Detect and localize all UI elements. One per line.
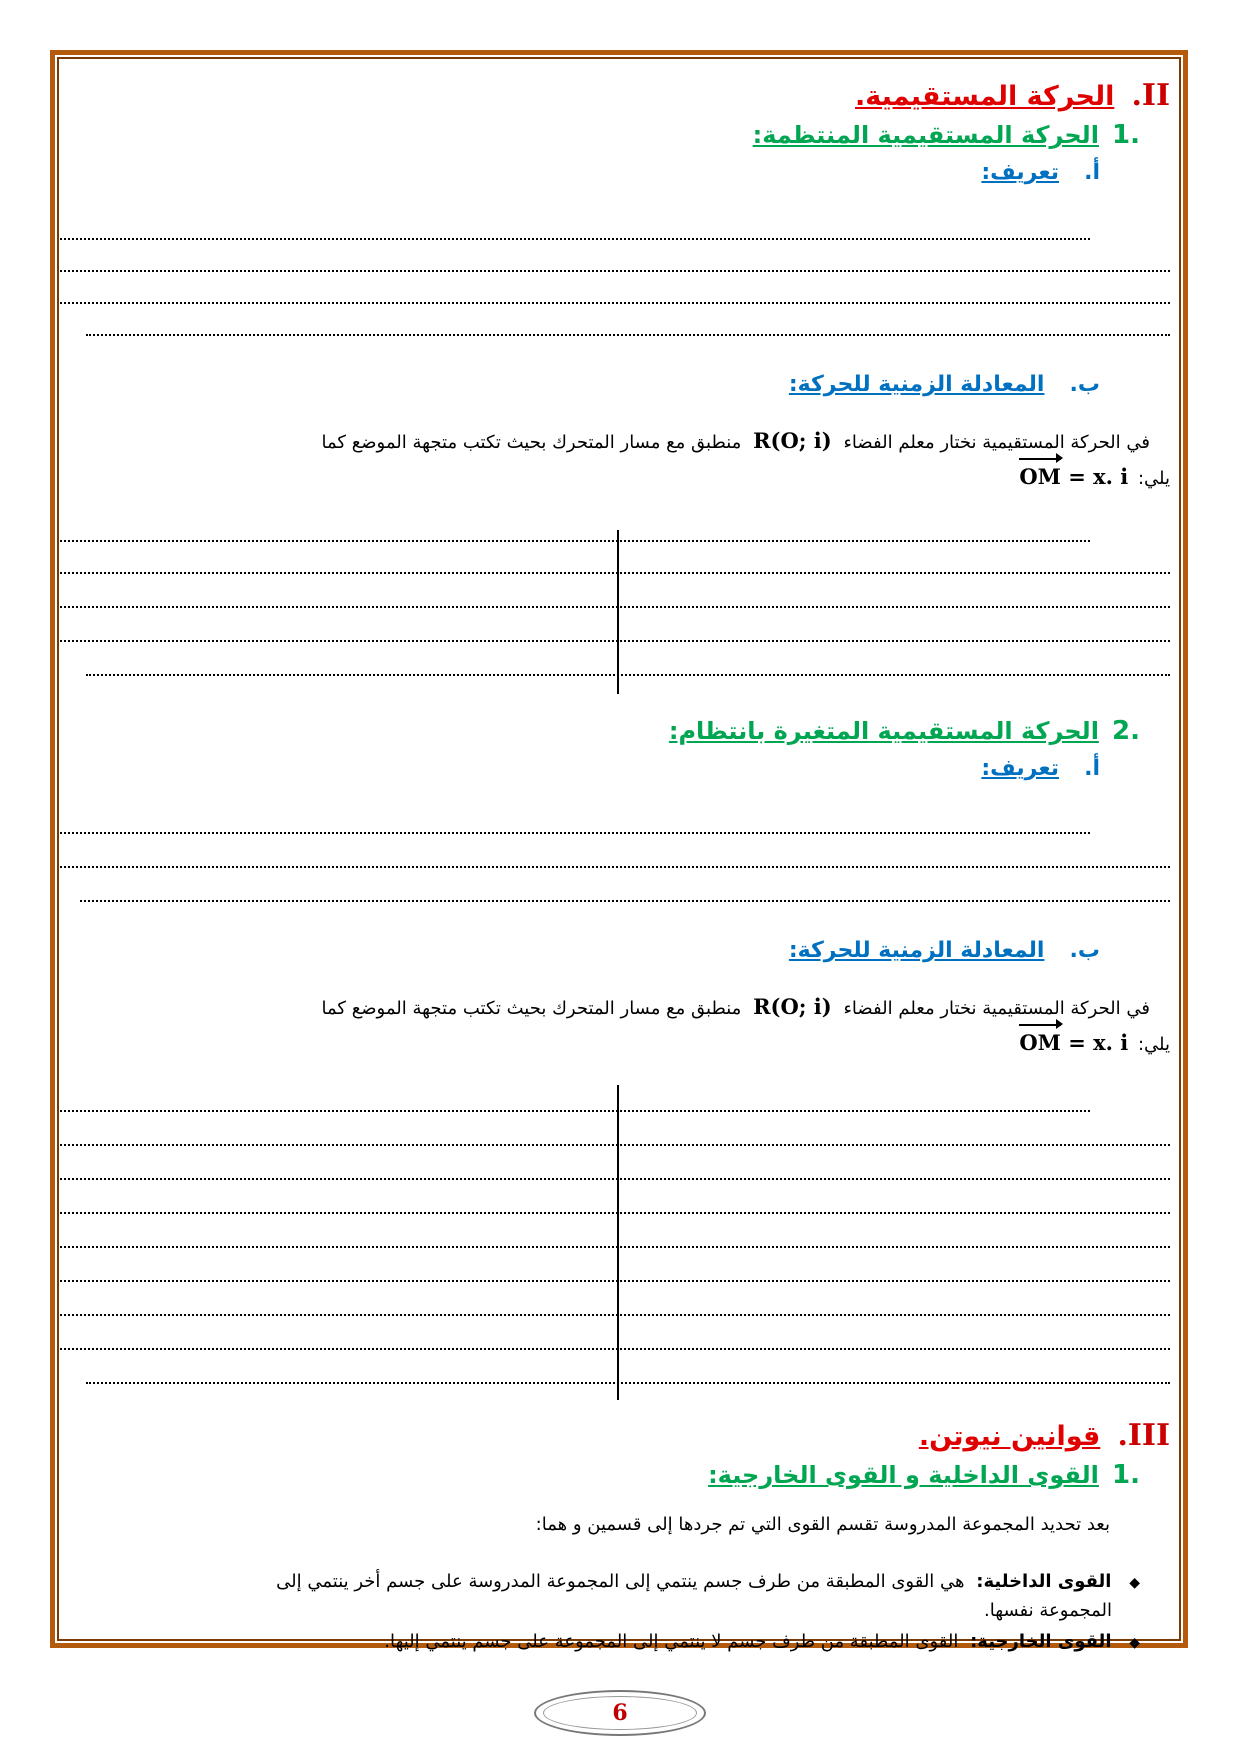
equation-2-title: المعادلة الزمنية للحركة: [788,938,1045,963]
answer-line [60,270,1170,272]
paragraph-text: منطبق مع مسار المتحرك بحيث تكتب متجهة الموضع كما [321,432,742,453]
column-divider [617,530,619,694]
definition-2-heading [700,756,1100,781]
answer-line [60,1110,1090,1112]
answer-line [60,1246,1170,1248]
equation-2-paragraph [90,990,1170,1062]
equation-1-heading [600,372,1100,397]
paragraph-text: يلي: [1137,468,1170,489]
vector-om: OM [1019,460,1061,494]
subsection-2-2-number: .2 [1112,716,1140,746]
subsection-3-1-number: .1 [1112,1460,1140,1490]
column-divider [617,1085,619,1400]
external-forces-text: القوى المطبقة من طرف جسم لا ينتمي إلى المجموعة على جسم ينتمي إليها. [384,1631,959,1652]
answer-line [60,238,1090,240]
subsection-2-1-title: الحركة المستقيمية المنتظمة: [752,121,1099,149]
equation-2-heading [600,938,1100,963]
position-vector-equation [1019,464,1128,489]
subsection-2-2-heading [440,716,1140,746]
subsection-3-1-heading [440,1460,1140,1490]
position-vector-equation [1019,1030,1128,1055]
answer-line [60,302,1170,304]
internal-forces-text: هي القوى المطبقة من طرف جسم ينتمي إلى المجموعة المدروسة على جسم أخر ينتمي إلى [276,1571,965,1592]
equation-1-paragraph [90,424,1170,496]
answer-line [60,832,1090,834]
equation-rhs: = x. i [1068,464,1129,489]
answer-line [60,1314,1170,1316]
frame-notation: R(O; i) [753,994,832,1019]
list-item [120,1628,1140,1657]
subsection-2-2-title: الحركة المستقيمية المتغيرة بانتظام: [668,717,1099,745]
answer-line [60,606,1170,608]
section-3-heading [570,1418,1170,1453]
answer-line [60,640,1170,642]
equation-1-label: ب. [1069,372,1100,397]
equation-rhs: = x. i [1068,1030,1129,1055]
answer-line [86,334,1170,336]
answer-line [60,540,1090,542]
paragraph-text: يلي: [1137,1034,1170,1055]
diamond-bullet-icon: ◆ [1129,1575,1140,1591]
section-3-title: قوانين نيوتن. [918,1421,1101,1452]
page-frame [50,50,1188,1648]
forces-intro: بعد تحديد المجموعة المدروسة تقسم القوى التي تم جردها إلى قسمين و هما: [535,1514,1110,1535]
forces-list [120,1568,1140,1658]
answer-line [86,674,1170,676]
definition-2-title: تعريف: [981,756,1059,781]
vector-om: OM [1019,1026,1061,1060]
subsection-2-1-heading [540,120,1140,150]
answer-line [86,1382,1170,1384]
internal-forces-text-continued: المجموعة نفسها. [983,1600,1112,1621]
answer-line [60,572,1170,574]
paragraph-text: في الحركة المستقيمية نختار معلم الفضاء [843,432,1150,453]
answer-line [80,900,1170,902]
answer-line [60,866,1170,868]
page-number: 6 [612,1700,628,1726]
equation-1-title: المعادلة الزمنية للحركة: [788,372,1045,397]
answer-line [60,1144,1170,1146]
section-3-roman: III. [1117,1418,1170,1453]
frame-notation: R(O; i) [753,428,832,453]
subsection-2-1-number: .1 [1112,120,1140,150]
answer-line [60,1348,1170,1350]
list-item [120,1568,1140,1625]
paragraph-text: منطبق مع مسار المتحرك بحيث تكتب متجهة الموضع كما [321,998,742,1019]
section-2-title: الحركة المستقيمية. [855,81,1115,112]
diamond-bullet-icon: ◆ [1129,1635,1140,1651]
section-2-roman: II. [1131,78,1170,113]
external-forces-label: القوى الخارجية: [970,1631,1112,1652]
definition-1-title: تعريف: [981,160,1059,185]
answer-line [60,1212,1170,1214]
internal-forces-label: القوى الداخلية: [976,1571,1112,1592]
equation-2-label: ب. [1069,938,1100,963]
definition-1-heading [700,160,1100,185]
definition-1-label: أ. [1084,160,1100,185]
subsection-3-1-title: القوى الداخلية و القوى الخارجية: [708,1461,1099,1489]
section-2-heading [570,78,1170,113]
answer-line [60,1280,1170,1282]
definition-2-label: أ. [1084,756,1100,781]
answer-line [60,1178,1170,1180]
paragraph-text: في الحركة المستقيمية نختار معلم الفضاء [843,998,1150,1019]
